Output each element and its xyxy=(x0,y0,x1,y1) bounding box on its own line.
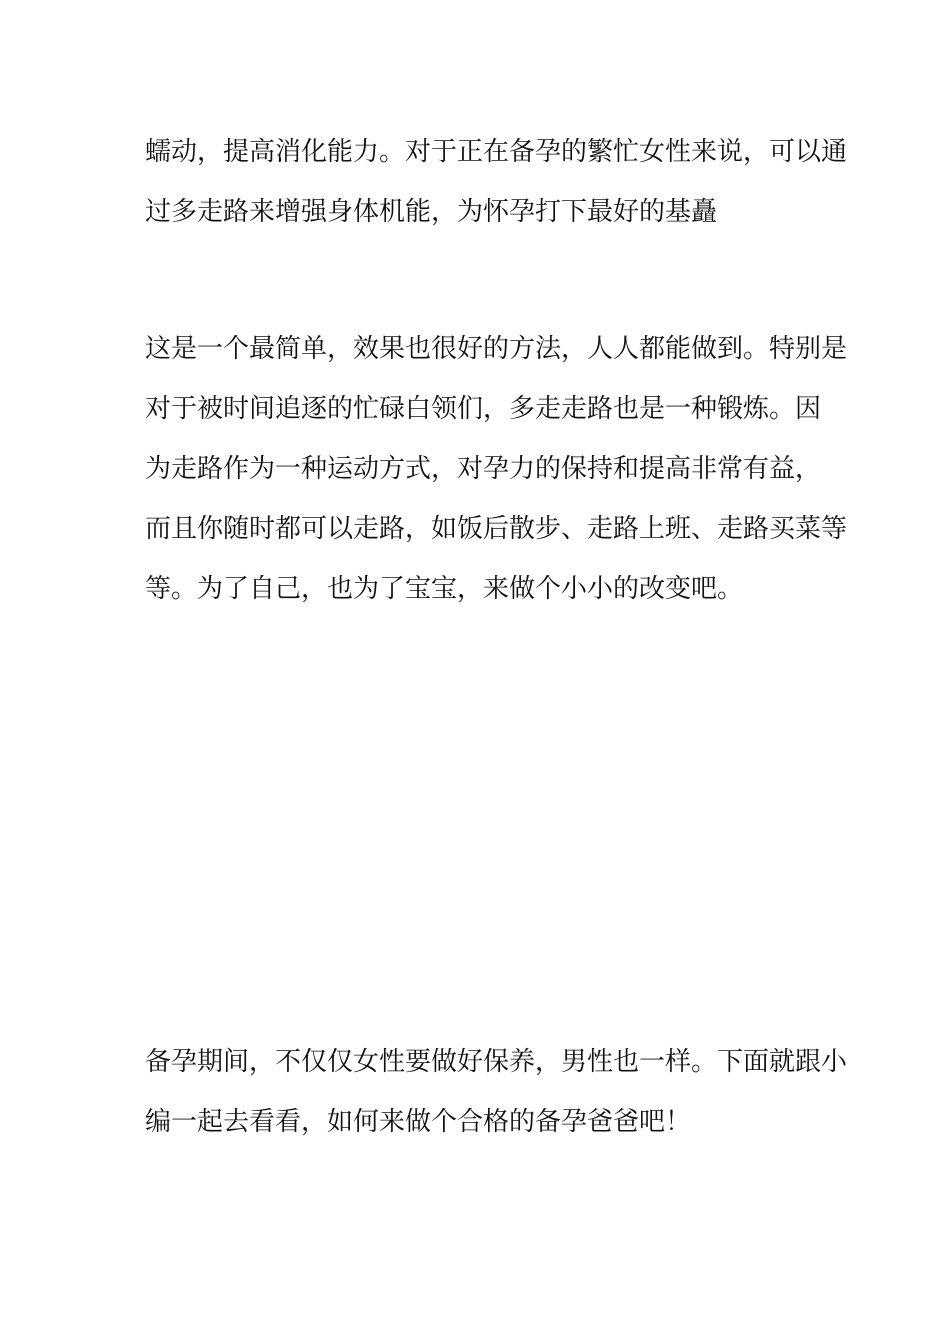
text-line: 对于被时间追逐的忙碌白领们，多走走路也是一种锻炼。因 xyxy=(145,394,822,424)
text-line: 为走路作为一种运动方式，对孕力的保持和提高非常有益， xyxy=(145,454,822,484)
text-line: 过多走路来增强身体机能，为怀孕打下最好的基矗 xyxy=(145,197,718,227)
text-line: 等。为了自己，也为了宝宝，来做个小小的改变吧。 xyxy=(145,574,744,604)
text-line: 这是一个最简单，效果也很好的方法，人人都能做到。特别是 xyxy=(145,334,848,364)
paragraph-prepare-father xyxy=(145,1032,848,1152)
paragraph-walking-benefits xyxy=(145,122,848,242)
text-line: 蠕动，提高消化能力。对于正在备孕的繁忙女性来说，可以通 xyxy=(145,137,848,167)
text-line: 而且你随时都可以走路，如饭后散步、走路上班、走路买菜等 xyxy=(145,514,848,544)
text-line: 编一起去看看，如何来做个合格的备孕爸爸吧！ xyxy=(145,1107,692,1137)
paragraph-simple-method xyxy=(145,319,848,619)
text-line: 备孕期间，不仅仅女性要做好保养，男性也一样。下面就跟小 xyxy=(145,1047,848,1077)
